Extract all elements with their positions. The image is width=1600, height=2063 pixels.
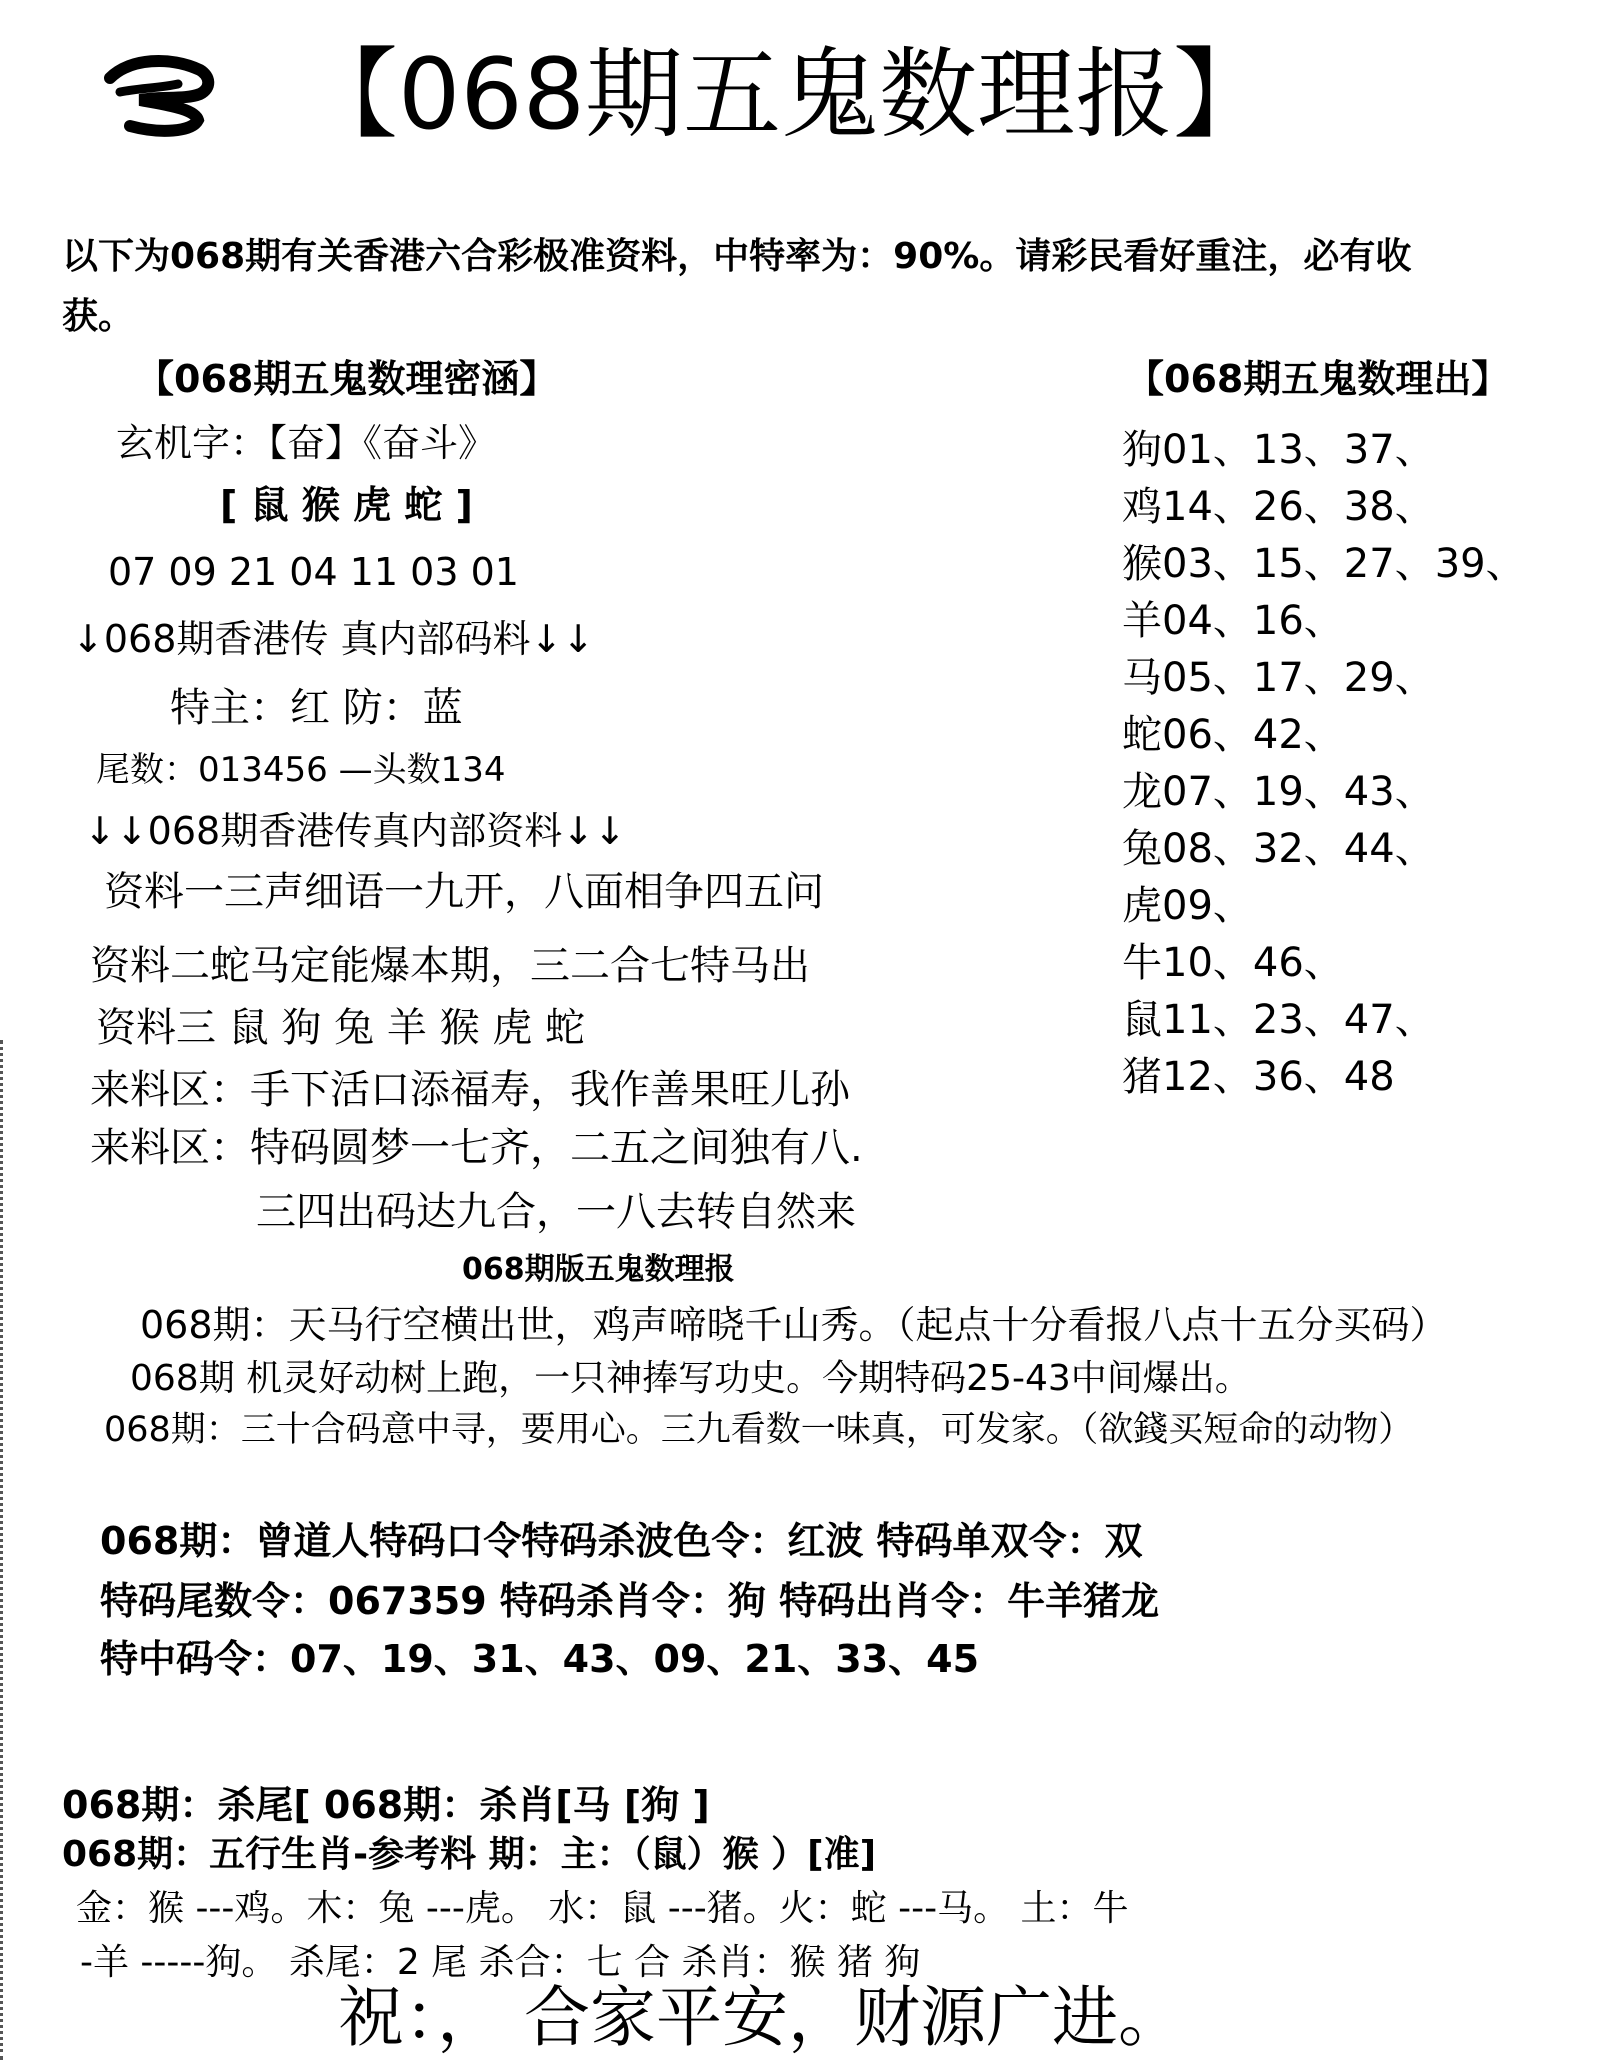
sub-title: 068期版五鬼数理报: [462, 1252, 735, 1287]
order-line-1: 068期：曾道人特码口令特码杀波色令：红波 特码单双令：双: [100, 1519, 1143, 1563]
list-item: 鼠11、23、47、: [1122, 997, 1435, 1043]
left-section-title: 【068期五鬼数理密涵】: [136, 357, 558, 401]
list-item: 龙07、19、43、: [1122, 769, 1435, 815]
order-line-2: 特码尾数令：067359 特码杀肖令：狗 特码出肖令：牛羊猪龙: [100, 1579, 1160, 1623]
zodiac-group: [ 鼠 猴 虎 蛇 ]: [220, 483, 473, 527]
ziliao-3: 资料三 鼠 狗 兔 羊 猴 虎 蛇: [96, 1005, 586, 1051]
list-item: 蛇06、42、: [1122, 712, 1344, 758]
hk-fax-title-1: ↓068期香港传 真内部码料↓↓: [72, 617, 595, 661]
jiling-line: 068期 机灵好动树上跑，一只神捧写功史。今期特码25-43中间爆出。: [130, 1358, 1251, 1399]
list-item: 牛10、46、: [1122, 940, 1344, 986]
hk-fax-title-2: ↓↓068期香港传真内部资料↓↓: [84, 809, 626, 853]
xuanji-text: 玄机字：【奋】《奋斗》: [116, 421, 497, 465]
laili-3: 三四出码达九合，一八去转自然来: [256, 1189, 856, 1235]
ziliao-2: 资料二蛇马定能爆本期，三二合七特马出: [90, 943, 810, 989]
weishu-text: 尾数：013456 —头数134: [96, 750, 506, 790]
kill-line: 068期：杀尾[ 068期：杀肖[马 [狗 ]: [62, 1783, 710, 1827]
list-item: 羊04、16、: [1122, 598, 1344, 644]
te-zhu-text: 特主：红 防：蓝: [170, 685, 463, 731]
laili-1: 来料区：手下活口添福寿，我作善果旺儿孙: [90, 1067, 850, 1113]
list-item: 兔08、32、44、: [1122, 826, 1435, 872]
sanshi-line: 068期：三十合码意中寻，要用心。三九看数一味真，可发家。（欲錢买短命的动物）: [104, 1410, 1414, 1450]
brush-logo-icon: [100, 48, 220, 138]
list-item: 虎09、: [1122, 883, 1253, 929]
zodiac-number-list: [1122, 418, 1582, 1108]
number-series: 07 09 21 04 11 03 01: [108, 550, 519, 594]
list-item: 狗01、13、37、: [1122, 427, 1435, 473]
tianma-line: 068期：天马行空横出世，鸡声啼晓千山秀。（起点十分看报八点十五分买码）: [140, 1303, 1448, 1347]
list-item: 鸡14、26、38、: [1122, 484, 1435, 530]
elements-line-2: -羊 -----狗。 杀尾：2 尾 杀合：七 合 杀肖：猴 猪 狗: [80, 1942, 921, 1983]
elements-line-1: 金：猴 ---鸡。木：兔 ---虎。 水：鼠 ---猪。火：蛇 ---马。 土：牛: [76, 1888, 1129, 1929]
laili-2: 来料区：特码圆梦一七齐，二五之间独有八.: [90, 1125, 863, 1171]
scan-edge-divider: [0, 1040, 17, 2060]
blessing-text: 祝：， 合家平安，财源广进。: [338, 1979, 1184, 2056]
order-line-3: 特中码令：07、19、31、43、09、21、33、45: [100, 1637, 980, 1681]
intro-text-line-2: 获。: [62, 296, 135, 337]
page-title: 【068期五鬼数理报】: [300, 38, 1272, 152]
list-item: 马05、17、29、: [1122, 655, 1435, 701]
list-item: 猴03、15、27、39、: [1122, 541, 1526, 587]
list-item: 猪12、36、48: [1122, 1054, 1395, 1100]
intro-text-line-1: 以下为068期有关香港六合彩极准资料，中特率为：90%。请彩民看好重注，必有收: [62, 236, 1412, 277]
right-section-title: 【068期五鬼数理出】: [1126, 357, 1510, 401]
wuxing-line: 068期：五行生肖-参考料 期：主：（鼠）猴 ）[准]: [62, 1834, 877, 1875]
ziliao-1: 资料一三声细语一九开，八面相争四五问: [104, 869, 824, 915]
